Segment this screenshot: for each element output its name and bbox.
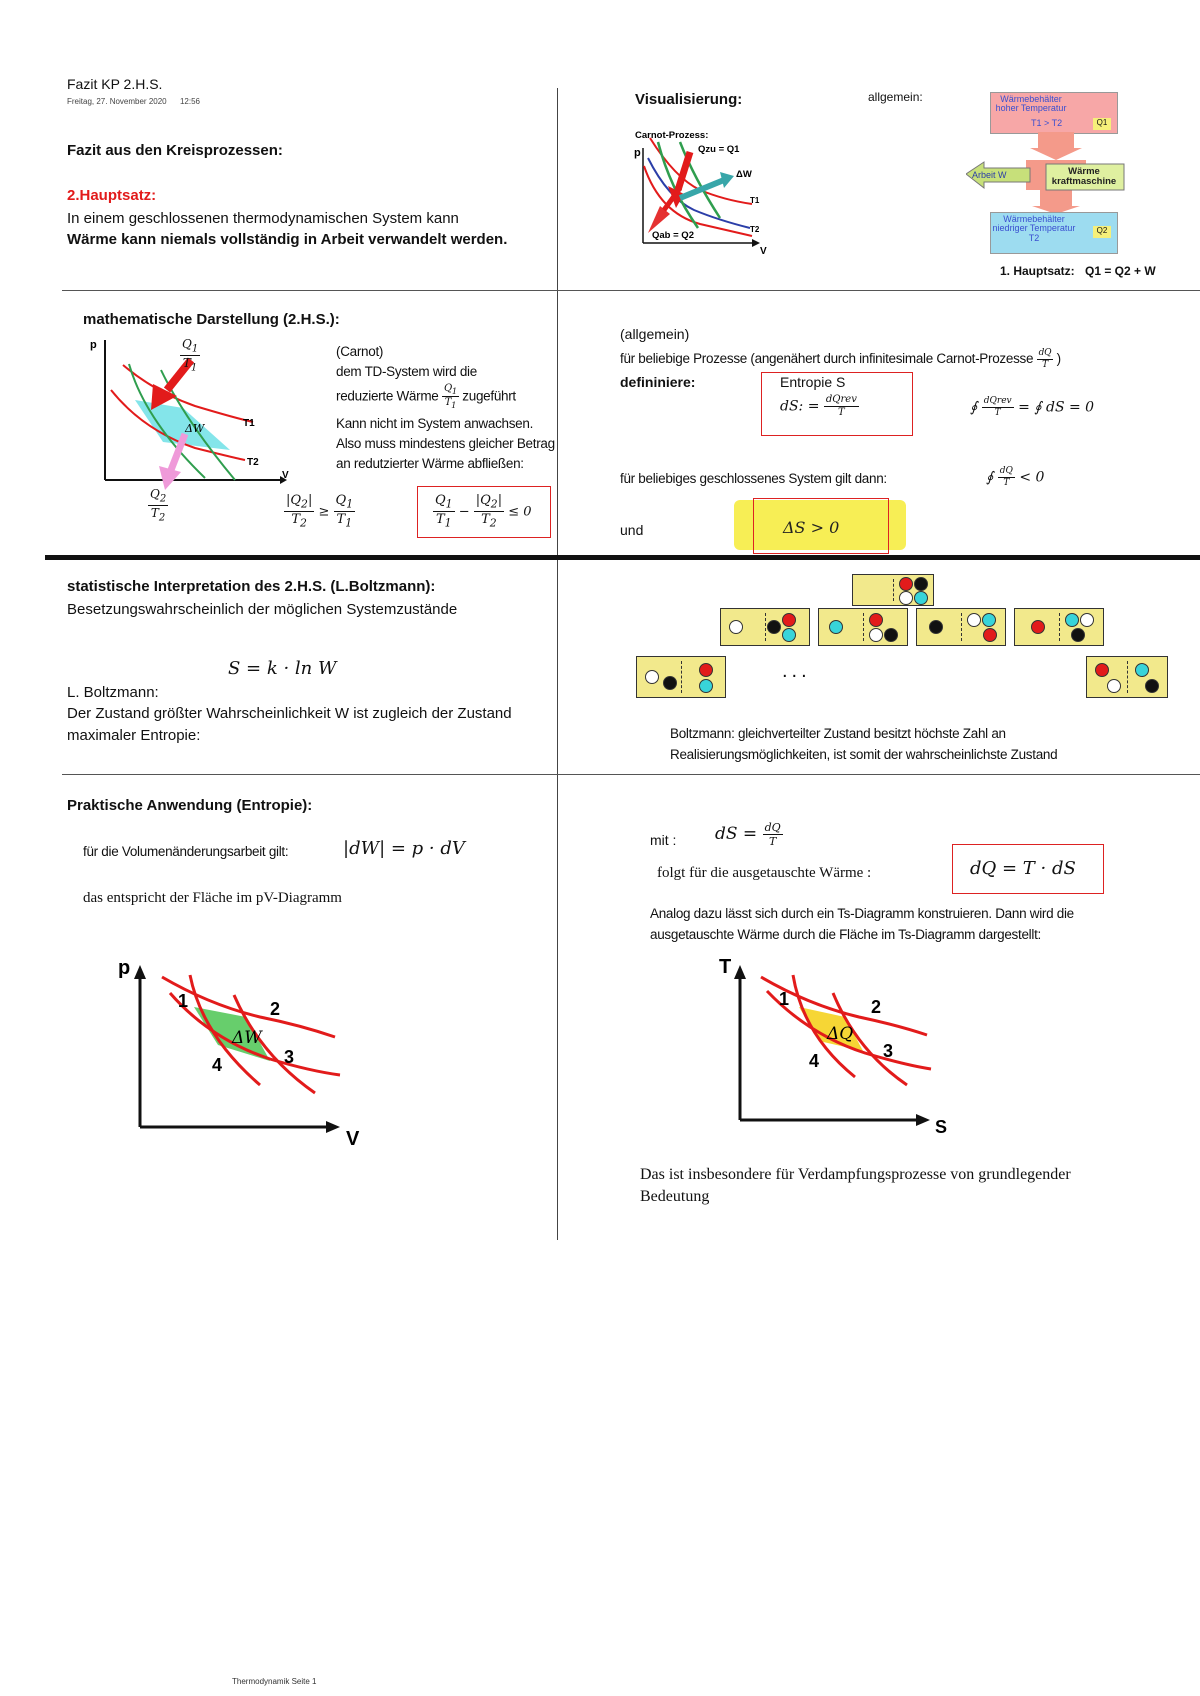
- fazit-line-1: In einem geschlossenen thermodynamischen System kann: [67, 210, 459, 227]
- schluss-line-2: Bedeutung: [640, 1188, 710, 1205]
- s-label: S: [935, 1117, 948, 1135]
- ellipsis: ...: [782, 660, 811, 682]
- t-label: T: [719, 956, 732, 978]
- entropie-definition: dS: = $\frac{\text{dQrev}}{T}$: [780, 394, 857, 418]
- page-date: Freitag, 27. November 2020 12:56: [67, 97, 200, 106]
- inequality-1: $\frac{|Q_2|}{T_2}$ ≥ $\frac{Q_1}{T_1}$: [286, 493, 354, 531]
- v-label: V: [282, 470, 289, 481]
- schluss-line-1: Das ist insbesondere für Verdampfungsprozesse von grundlegender: [640, 1166, 1071, 1183]
- analog-line-2: ausgetauschte Wärme durch die Fläche im Ts-Diagramm dargestellt:: [650, 927, 1041, 942]
- page-footer: Thermodynamik Seite 1: [232, 1677, 317, 1686]
- p-label: p: [634, 147, 641, 159]
- arrow-q2-down: [1032, 190, 1080, 214]
- statistik-line-1: Der Zustand größter Wahrscheinlichkeit W ist zugleich der Zustand: [67, 705, 512, 722]
- q2-t2-label: $\frac{Q_2}{T_2}$: [150, 487, 167, 524]
- boltzmann-note-2: Realisierungsmöglichkeiten, ist somit der wahrscheinlichste Zustand: [670, 747, 1058, 762]
- dw-label: ΔW: [185, 422, 205, 435]
- divider-1: [62, 290, 1200, 291]
- qab-label: Qab = Q2: [652, 230, 694, 241]
- und-label: und: [620, 522, 644, 538]
- flaeche-text: das entspricht der Fläche im pV-Diagramm: [83, 890, 342, 906]
- state-box: [1014, 608, 1104, 646]
- math-heading: mathematische Darstellung (2.H.S.):: [83, 311, 340, 328]
- ds-gt-zero: ΔS > 0: [783, 518, 840, 537]
- point-3: 3: [284, 1047, 295, 1067]
- carnot-small-diagram: [620, 118, 770, 258]
- hot-reservoir: Wärmebehälter hoher Temperatur T1 > T2 Q1: [990, 92, 1118, 134]
- p-label: p: [118, 957, 131, 979]
- statistik-heading: statistische Interpretation des 2.H.S. (L.Boltzmann):: [67, 578, 436, 595]
- arrow-q2-head: [159, 466, 181, 490]
- y-arrow: [734, 965, 746, 979]
- dw-label: ΔW: [232, 1028, 262, 1048]
- entropie-allgemein: (allgemein): [620, 326, 690, 342]
- qzu-label: Qzu = Q1: [698, 144, 740, 155]
- closed-oint: ∮ $\frac{dQ}{T}$ < 0: [986, 466, 1045, 488]
- point-2: 2: [270, 999, 281, 1019]
- state-box: [720, 608, 810, 646]
- state-box: [1086, 656, 1168, 698]
- v-label: V: [760, 246, 767, 257]
- math-line-1: dem TD-System wird die: [336, 364, 477, 379]
- statistik-line-2: maximaler Entropie:: [67, 727, 201, 744]
- arbeit-w-label: Arbeit W: [972, 170, 1007, 180]
- allgemein-label: allgemein:: [868, 90, 923, 104]
- closed-system-line: für beliebiges geschlossenes System gilt dann:: [620, 471, 887, 486]
- p-label: p: [90, 339, 97, 351]
- carnot-label: Carnot-Prozess:: [635, 130, 709, 141]
- page-title: Fazit KP 2.H.S.: [67, 76, 163, 92]
- vol-text: für die Volumenänderungsarbeit gilt:: [83, 844, 289, 859]
- cold-reservoir: Wärmebehälter niedriger Temperatur T2 Q2: [990, 212, 1118, 254]
- praktisch-heading: Praktische Anwendung (Entropie):: [67, 797, 313, 814]
- ts-diagram: [705, 955, 965, 1135]
- y-arrow: [134, 965, 146, 979]
- dw-label: ΔW: [736, 169, 752, 180]
- column-divider: [557, 88, 558, 1240]
- engine-label: Wärme kraftmaschine: [1051, 166, 1117, 188]
- boltzmann-formula: S = k · ln W: [228, 658, 337, 679]
- t2-label: T2: [750, 225, 760, 234]
- q1-t1-label: $\frac{Q_1}{T_1}$: [182, 337, 199, 374]
- math-line-4: Also muss mindestens gleicher Betrag: [336, 436, 555, 451]
- state-box: [818, 608, 908, 646]
- point-4: 4: [212, 1055, 223, 1075]
- math-carnot: (Carnot): [336, 344, 384, 359]
- statistik-sub: Besetzungswahrscheinlich der möglichen Systemzustände: [67, 601, 458, 618]
- state-box: [916, 608, 1006, 646]
- inequality-2: $\frac{Q_1}{T_1}$ − $\frac{|Q_2|}{T_2}$ ≤ 0: [435, 493, 532, 531]
- arrow-q1-shaft: [678, 152, 690, 190]
- definiere-label: defininiere:: [620, 374, 696, 390]
- divider-thick: [45, 555, 1200, 560]
- divider-3: [62, 774, 1200, 775]
- t1-label: T1: [243, 418, 255, 429]
- point-2: 2: [871, 997, 882, 1017]
- math-line-2: reduzierte Wärme $\frac{Q_1}{T_1}$ zugeführt: [336, 383, 516, 411]
- point-1: 1: [178, 991, 189, 1011]
- point-3: 3: [883, 1041, 894, 1061]
- fazit-line-2: Wärme kann niemals vollständig in Arbeit verwandelt werden.: [67, 231, 508, 248]
- analog-line-1: Analog dazu lässt sich durch ein Ts-Diagramm konstruieren. Dann wird die: [650, 906, 1074, 921]
- folgt-text: folgt für die ausgetauschte Wärme :: [657, 865, 872, 881]
- entropie-s-label: Entropie S: [780, 374, 846, 390]
- arrow-q1-down: [1030, 132, 1082, 160]
- dq-label: ΔQ: [827, 1024, 854, 1044]
- arrow-dw-head: [720, 172, 734, 188]
- state-box: [636, 656, 726, 698]
- boltzmann-note-1: Boltzmann: gleichverteilter Zustand besitzt höchste Zahl an: [670, 726, 1006, 741]
- point-4: 4: [809, 1051, 820, 1071]
- t2-label: T2: [247, 457, 259, 468]
- x-arrow: [326, 1121, 340, 1133]
- dq-formula: dQ = T · dS: [970, 858, 1076, 879]
- v-label: V: [346, 1128, 360, 1150]
- pv-diagram: [110, 955, 370, 1155]
- fazit-heading: Fazit aus den Kreisprozessen:: [67, 142, 283, 159]
- hauptsatz1-label: 1. Hauptsatz:: [1000, 264, 1075, 278]
- mit-formula: dS = $\frac{dQ}{T}$: [715, 821, 781, 848]
- point-1: 1: [779, 989, 790, 1009]
- mit-label: mit :: [650, 832, 677, 848]
- hauptsatz1-equation: Q1 = Q2 + W: [1085, 264, 1156, 278]
- t1-label: T1: [750, 196, 760, 205]
- entropie-line-1: für beliebige Prozesse (angenähert durch infinitesimale Carnot-Prozesse $\frac{dQ}{T}$ ): [620, 348, 1061, 370]
- vol-formula: |dW| = p · dV: [343, 838, 465, 859]
- state-box: [852, 574, 934, 606]
- x-arrow: [752, 239, 760, 247]
- oint-equation: ∮ $\frac{\text{dQrev}}{T}$ = ∮ dS = 0: [970, 396, 1095, 418]
- boltzmann-label: L. Boltzmann:: [67, 684, 159, 701]
- math-line-5: an redutzierter Wärme abfließen:: [336, 456, 524, 471]
- visualisierung-label: Visualisierung:: [635, 91, 743, 108]
- hauptsatz-label: 2.Hauptsatz:: [67, 187, 157, 204]
- x-arrow: [916, 1114, 930, 1126]
- math-line-3: Kann nicht im System anwachsen.: [336, 416, 534, 431]
